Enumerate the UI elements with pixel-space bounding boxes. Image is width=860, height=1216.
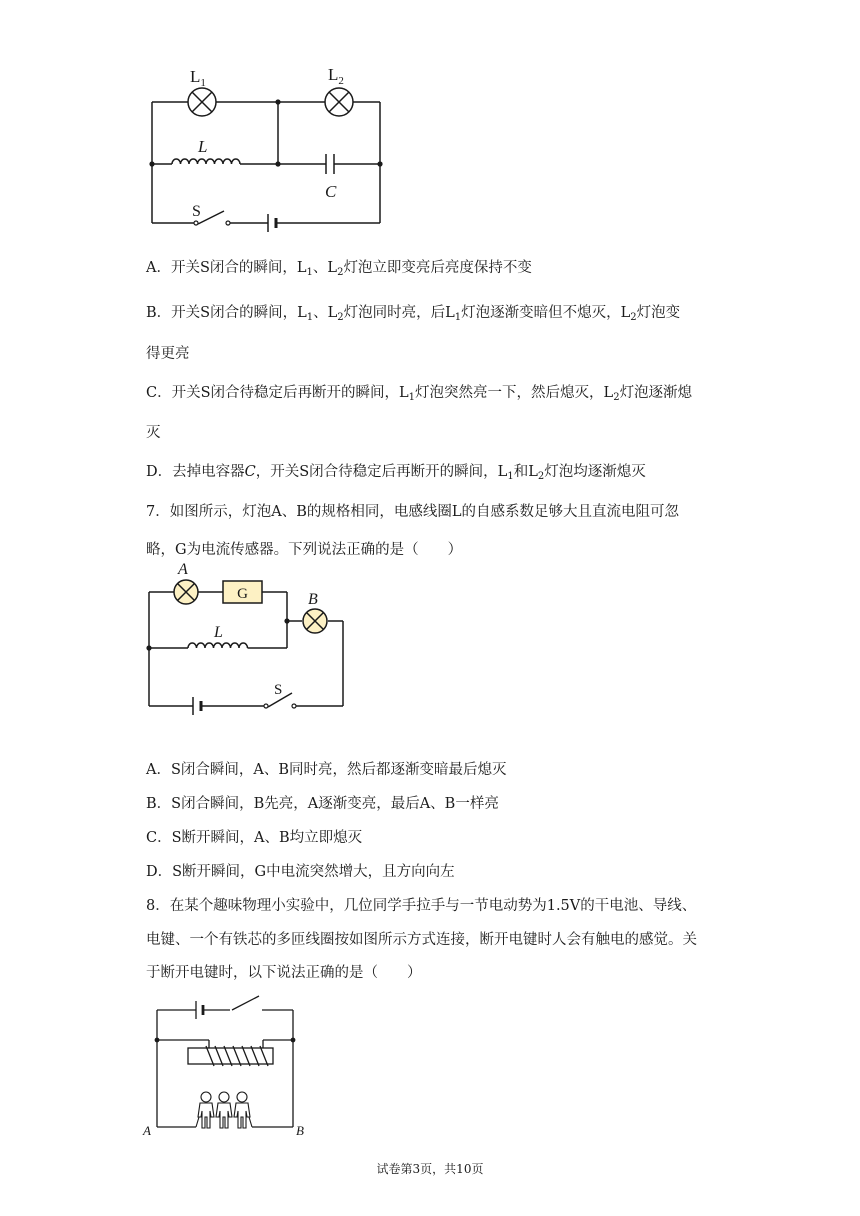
q6-option-a: A．开关S闭合的瞬间，$L_1$、$L_2$灯泡立即变亮后亮度保持不变 bbox=[146, 260, 532, 278]
circuit-diagram-1 bbox=[140, 60, 400, 245]
switch-label: S bbox=[192, 203, 201, 220]
circuit-diagram-2 bbox=[140, 560, 360, 720]
lamp-l1-icon bbox=[188, 88, 216, 116]
svg-text:L2 bbox=[328, 65, 344, 87]
switch-s-label: S bbox=[274, 682, 283, 698]
page-footer: 试卷第3页，共10页 bbox=[376, 1162, 484, 1176]
lamp-l2-icon bbox=[325, 88, 353, 116]
circuit-diagram-3 bbox=[140, 990, 320, 1140]
lamp-a-label: A bbox=[178, 561, 188, 578]
point-b-label: B bbox=[296, 1123, 304, 1138]
q8-stem-line-3: 于断开电键时，以下说法正确的是（ ） bbox=[146, 965, 422, 981]
q7-option-c: C．S断开瞬间，A、B均立即熄灭 bbox=[146, 830, 363, 846]
q7-option-b: B．S闭合瞬间，B先亮，A逐渐变亮，最后A、B一样亮 bbox=[146, 796, 499, 812]
q7-stem-line-1: 7．如图所示，灯泡A、B的规格相同，电感线圈L的自感系数足够大且直流电阻可忽 bbox=[146, 504, 679, 520]
capacitor-label: C bbox=[325, 182, 337, 201]
svg-text:L1 bbox=[190, 67, 206, 89]
q8-stem-line-1: 8．在某个趣味物理小实验中，几位同学手拉手与一节电动势为1.5V的干电池、导线、 bbox=[146, 898, 697, 914]
q6-option-c-continued: 灭 bbox=[146, 425, 161, 441]
lamp-l2-label: L bbox=[328, 65, 339, 84]
q6-option-b: B．开关S闭合的瞬间，$L_1$、$L_2$灯泡同时亮，后$L_1$灯泡逐渐变暗但不熄灭，$L_2$灯泡变 bbox=[146, 305, 681, 323]
lamp-l2-subscript: 2 bbox=[338, 75, 344, 87]
people-holding-hands-icon bbox=[196, 1092, 252, 1128]
inductor-l-label: L bbox=[214, 624, 223, 641]
inductor-label: L bbox=[198, 137, 208, 156]
q7-stem-line-2: 略，G为电流传感器。下列说法正确的是（ ） bbox=[146, 542, 463, 558]
q7-option-a: A．S闭合瞬间，A、B同时亮，然后都逐渐变暗最后熄灭 bbox=[146, 762, 507, 778]
lamp-l1-subscript: 1 bbox=[200, 77, 206, 89]
sensor-g-label: G bbox=[237, 586, 248, 602]
q6-option-d: D．去掉电容器C，开关S闭合待稳定后再断开的瞬间，$L_1$和$L_2$灯泡均逐渐熄灭 bbox=[146, 464, 646, 482]
q6-option-c: C．开关S闭合待稳定后再断开的瞬间，$L_1$灯泡突然亮一下，然后熄灭，$L_2$灯泡逐渐熄 bbox=[146, 385, 693, 403]
lamp-b-label: B bbox=[308, 591, 318, 608]
lamp-b-icon bbox=[303, 609, 327, 633]
q8-stem-line-2: 电键、一个有铁芯的多匝线圈按如图所示方式连接，断开电键时人会有触电的感觉。关 bbox=[146, 932, 697, 948]
q7-option-d: D．S断开瞬间，G中电流突然增大，且方向向左 bbox=[146, 864, 455, 880]
q6-option-b-continued: 得更亮 bbox=[146, 346, 190, 362]
point-a-label: A bbox=[143, 1123, 151, 1138]
lamp-a-icon bbox=[174, 580, 198, 604]
lamp-l1-label: L bbox=[190, 67, 201, 86]
